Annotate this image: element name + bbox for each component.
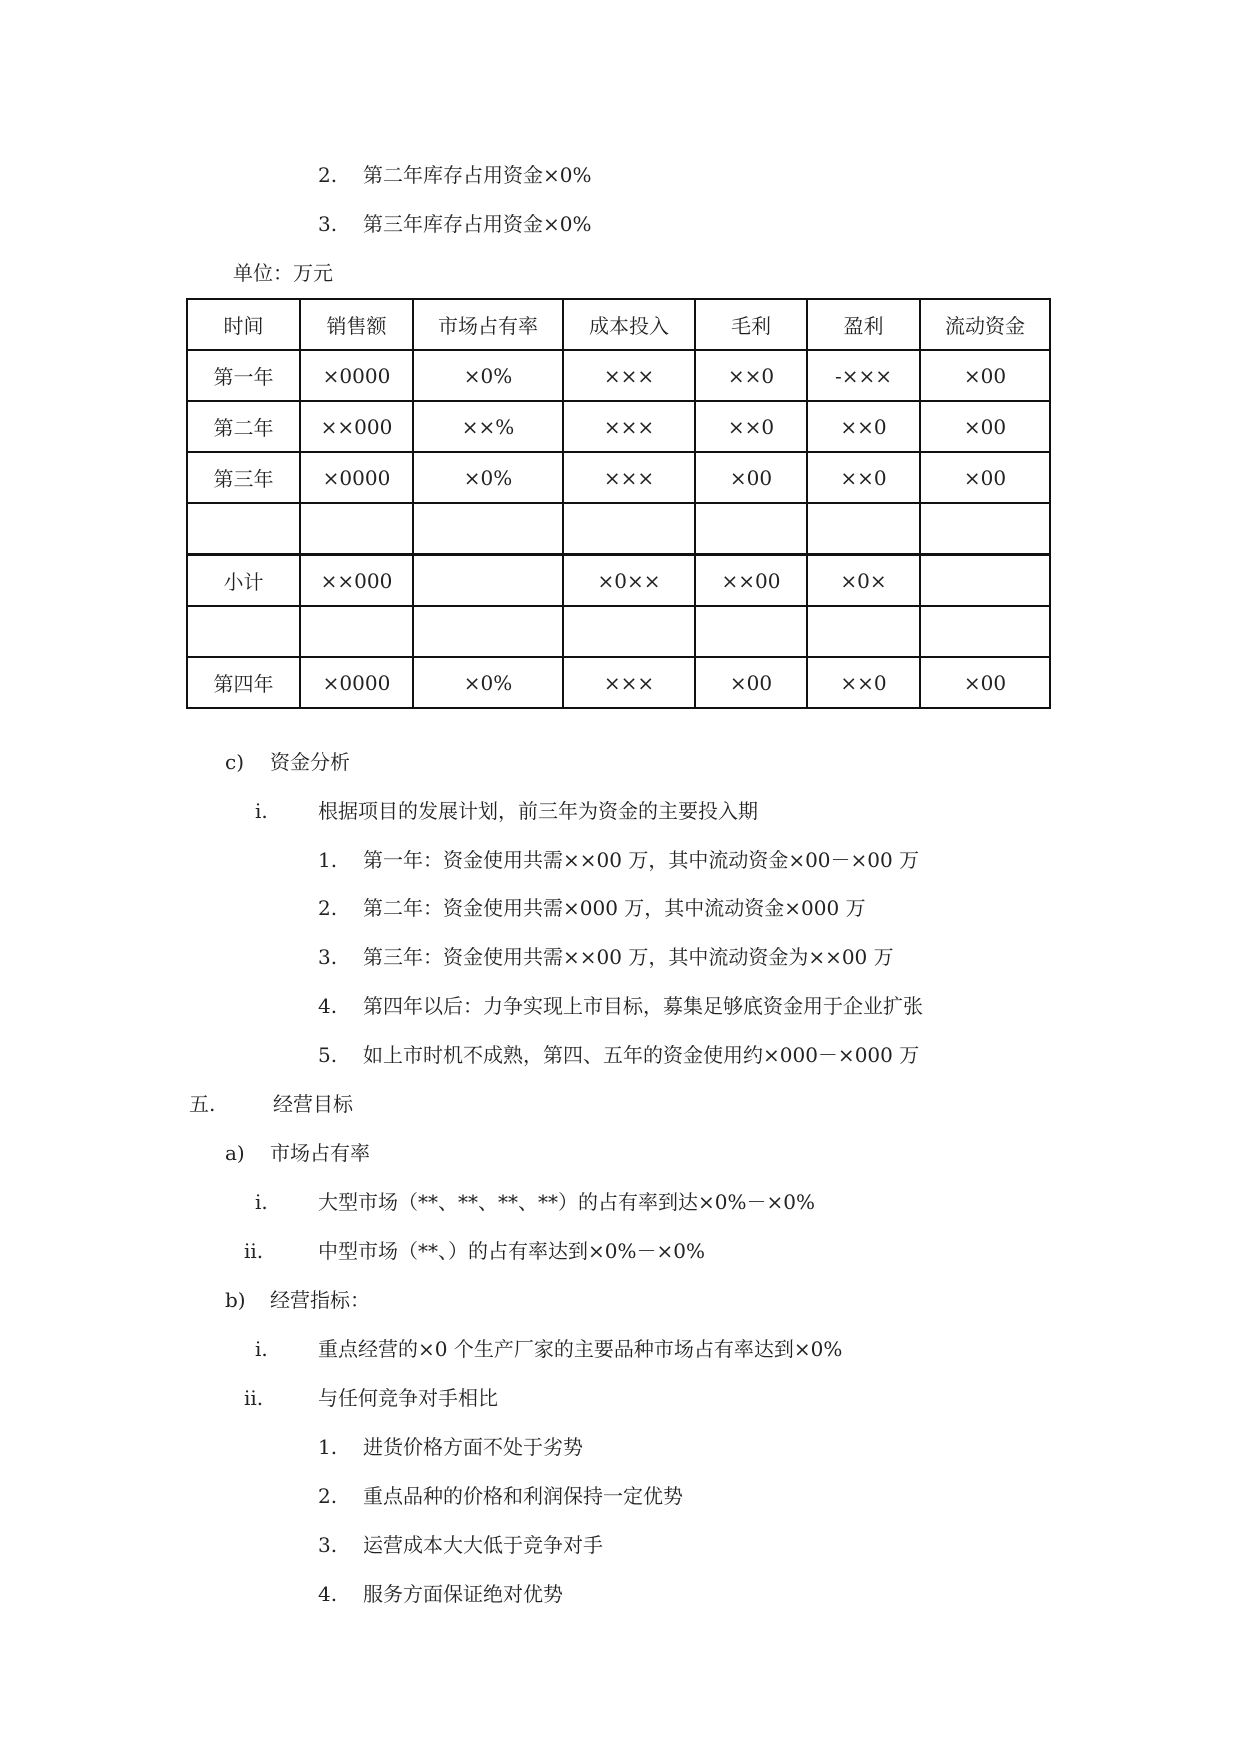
list-text: 服务方面保证绝对优势 [363, 1582, 563, 1606]
table-cell [413, 503, 563, 555]
list-text: 第三年库存占用资金×0% [363, 212, 592, 236]
list-text: 根据项目的发展计划，前三年为资金的主要投入期 [318, 799, 758, 823]
table-cell: ××× [563, 657, 695, 708]
table-cell: ×00 [920, 401, 1050, 452]
table-cell [300, 606, 413, 657]
list-number: 2. [318, 1484, 338, 1508]
table-cell [413, 606, 563, 657]
table-cell [187, 606, 300, 657]
table-cell: ×00 [695, 452, 807, 503]
list-text: 第二年：资金使用共需×000 万，其中流动资金×000 万 [363, 896, 866, 920]
list-number: 4. [318, 1582, 338, 1606]
header-cell: 流动资金 [920, 299, 1050, 350]
list-number: 4. [318, 994, 338, 1018]
list-text: 重点品种的价格和利润保持一定优势 [363, 1484, 683, 1508]
table-cell [920, 606, 1050, 657]
header-cell: 销售额 [300, 299, 413, 350]
list-text: 第三年：资金使用共需××00 万，其中流动资金为××00 万 [363, 945, 894, 969]
section-marker: b) [225, 1288, 246, 1312]
section-marker: a) [225, 1141, 245, 1165]
table-row [187, 350, 1050, 401]
header-cell: 时间 [187, 299, 300, 350]
list-text: 第一年：资金使用共需××00 万，其中流动资金×00－×00 万 [363, 848, 920, 872]
table-cell [413, 555, 563, 607]
list-number: 3. [318, 945, 338, 969]
list-text: 中型市场（**、）的占有率达到×0%－×0% [318, 1239, 705, 1263]
table-cell [695, 606, 807, 657]
table-cell: 第一年 [187, 350, 300, 401]
list-text: 进货价格方面不处于劣势 [363, 1435, 583, 1459]
table-cell [807, 606, 920, 657]
table-cell: ×00 [920, 350, 1050, 401]
table-cell: ××0 [807, 452, 920, 503]
table-cell: ×0× [807, 555, 920, 607]
table-row [187, 452, 1050, 503]
table-cell: 第四年 [187, 657, 300, 708]
list-text: 大型市场（**、**、**、**）的占有率到达×0%－×0% [318, 1190, 815, 1214]
table-cell: ××0 [695, 350, 807, 401]
table-cell [920, 503, 1050, 555]
table-cell: ××0 [695, 401, 807, 452]
list-text: 第四年以后：力争实现上市目标，募集足够底资金用于企业扩张 [363, 994, 923, 1018]
table-cell: ××000 [300, 401, 413, 452]
list-text: 与任何竞争对手相比 [318, 1386, 498, 1410]
header-cell: 盈利 [807, 299, 920, 350]
table-cell: 小计 [187, 555, 300, 607]
list-text: 如上市时机不成熟，第四、五年的资金使用约×000－×000 万 [363, 1043, 920, 1067]
table-cell [695, 503, 807, 555]
table-cell: ×0000 [300, 452, 413, 503]
table-cell: ××× [563, 452, 695, 503]
table-cell [563, 606, 695, 657]
list-number: 3. [318, 1533, 338, 1557]
table-row-subtotal [187, 555, 1050, 607]
table-cell: ×0% [413, 657, 563, 708]
header-cell: 毛利 [695, 299, 807, 350]
unit-label: 单位：万元 [233, 261, 333, 285]
section-marker: 五. [189, 1092, 216, 1116]
table-row [187, 606, 1050, 657]
table-cell: ××0 [807, 657, 920, 708]
table-cell [563, 503, 695, 555]
list-number: 1. [318, 1435, 338, 1459]
table-cell: ××0 [807, 401, 920, 452]
section-title: 市场占有率 [270, 1141, 370, 1165]
table-cell: ×0×× [563, 555, 695, 607]
list-number: ii. [244, 1386, 264, 1410]
table-cell: ××00 [695, 555, 807, 607]
list-number: i. [255, 1190, 268, 1214]
table-cell: ×0% [413, 350, 563, 401]
list-text: 运营成本大大低于竞争对手 [363, 1533, 603, 1557]
table-cell [920, 555, 1050, 607]
table-cell: ×00 [920, 657, 1050, 708]
table-cell: ××× [563, 350, 695, 401]
table-cell: -××× [807, 350, 920, 401]
table-cell: ×00 [695, 657, 807, 708]
table-cell: ×0000 [300, 657, 413, 708]
table-cell: ××× [563, 401, 695, 452]
table-cell [807, 503, 920, 555]
list-number: i. [255, 799, 268, 823]
list-number: 5. [318, 1043, 338, 1067]
header-cell: 成本投入 [563, 299, 695, 350]
list-text: 第二年库存占用资金×0% [363, 163, 592, 187]
list-text: 重点经营的×0 个生产厂家的主要品种市场占有率达到×0% [318, 1337, 843, 1361]
table-cell: ×0000 [300, 350, 413, 401]
section-marker: c) [225, 750, 245, 774]
list-number: ii. [244, 1239, 264, 1263]
list-number: 2. [318, 163, 338, 187]
list-number: 2. [318, 896, 338, 920]
table-row [187, 657, 1050, 708]
table-cell [300, 503, 413, 555]
list-number: 3. [318, 212, 338, 236]
list-number: i. [255, 1337, 268, 1361]
table-cell: ×0% [413, 452, 563, 503]
table-cell: ×00 [920, 452, 1050, 503]
financial-table [186, 298, 1051, 709]
table-cell: 第三年 [187, 452, 300, 503]
table-header-row [187, 299, 1050, 350]
section-title: 资金分析 [270, 750, 350, 774]
section-title: 经营目标 [273, 1092, 353, 1116]
header-cell: 市场占有率 [413, 299, 563, 350]
table-row [187, 503, 1050, 555]
section-title: 经营指标： [270, 1288, 370, 1312]
table-row [187, 401, 1050, 452]
table-cell: 第二年 [187, 401, 300, 452]
table-cell: ××% [413, 401, 563, 452]
table-cell: ××000 [300, 555, 413, 607]
table-cell [187, 503, 300, 555]
list-number: 1. [318, 848, 338, 872]
